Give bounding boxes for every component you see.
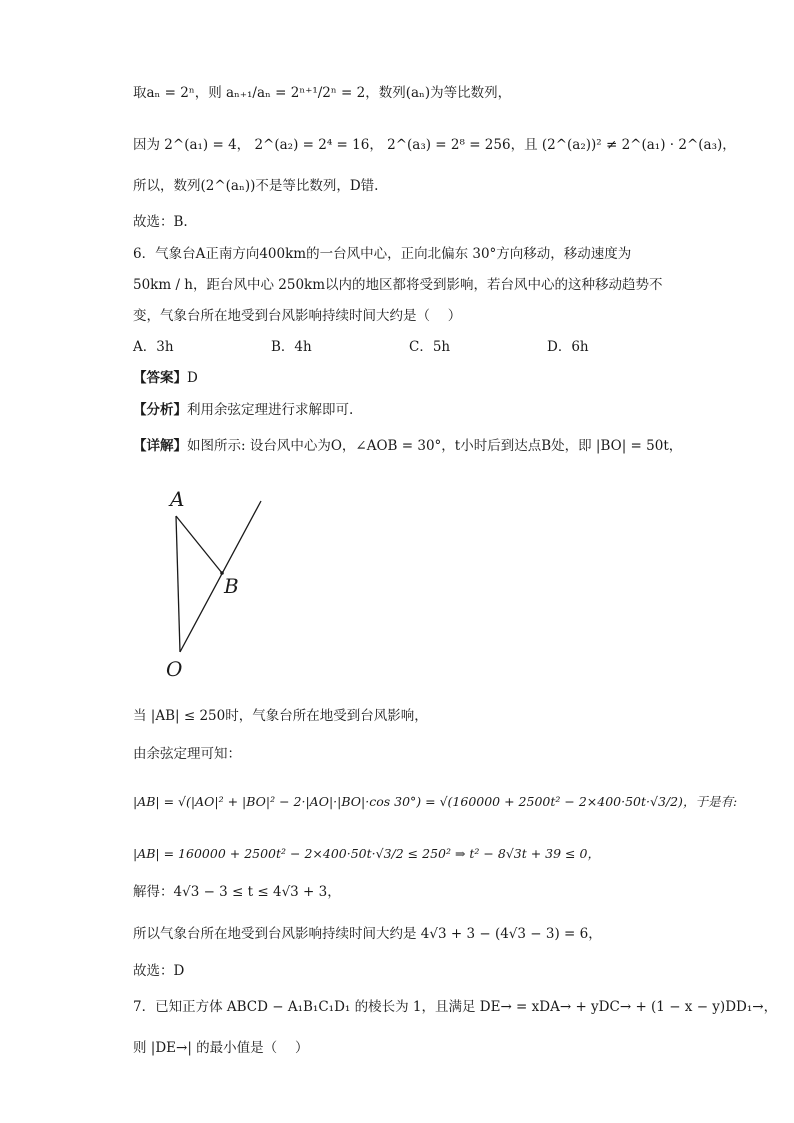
segment-ao — [176, 516, 180, 652]
label-a: A — [170, 487, 185, 511]
text-line-3: 所以，数列(2^(aₙ))不是等比数列，D错. — [133, 178, 379, 194]
conclusion-line: 所以气象台所在地受到台风影响持续时间大约是 4√3 + 3 − (4√3 − 3) = 6， — [133, 926, 602, 942]
question-6-line-3: 变，气象台所在地受到台风影响持续时间大约是（ ） — [133, 308, 462, 324]
text-line-1: 取aₙ = 2ⁿ，则 aₙ₊₁/aₙ = 2ⁿ⁺¹/2ⁿ = 2，数列(aₙ)为等比数列， — [133, 85, 512, 101]
analysis-text: 利用余弦定理进行求解即可. — [187, 402, 354, 418]
label-b: B — [224, 574, 239, 598]
text-line-4: 故选：B. — [133, 214, 188, 230]
question-7-line-2: 则 |DE→| 的最小值是（ ） — [133, 1040, 309, 1056]
detail-text: 如图所示: 设台风中心为O，∠AOB = 30°，t小时后到达点B处，即 |BO| = 50t， — [187, 438, 683, 454]
solution-line: 解得：4√3 − 3 ≤ t ≤ 4√3 + 3， — [133, 884, 341, 900]
option-b: B．4h — [271, 339, 312, 355]
text-line-2: 因为 2^(a₁) = 4， 2^(a₂) = 2⁴ = 16， 2^(a₃) = 2⁸ = 256，且 (2^(a₂))² ≠ 2^(a₁) · 2^(a₃)， — [133, 137, 736, 153]
answer-line — [133, 368, 198, 388]
detail-tag: 【详解】 — [133, 438, 187, 454]
ray-ob — [180, 501, 261, 652]
choice-line: 故选：D — [133, 963, 185, 979]
cosine-law-line: 由余弦定理可知： — [133, 746, 241, 762]
answer-tag: 【答案】 — [133, 370, 187, 386]
question-6-line-1: 6．气象台A正南方向400km的一台风中心，正向北偏东 30°方向移动，移动速度为 — [133, 246, 632, 262]
equation-2: |AB| = 160000 + 2500t² − 2×400·50t·√3/2 ≤ 250² ⇒ t² − 8√3t + 39 ≤ 0， — [133, 846, 600, 861]
option-d: D．6h — [547, 339, 589, 355]
condition-line: 当 |AB| ≤ 250时，气象台所在地受到台风影响， — [133, 708, 428, 724]
segment-ab — [176, 516, 222, 573]
option-c: C．5h — [409, 339, 451, 355]
label-o: O — [166, 657, 183, 680]
question-6-line-2: 50km / h，距台风中心 250km以内的地区都将受到影响，若台风中心的这种移动趋势不 — [133, 277, 663, 293]
triangle-figure — [150, 480, 290, 680]
analysis-tag: 【分析】 — [133, 402, 187, 418]
detail-line — [133, 436, 682, 456]
equation-1: |AB| = √(|AO|² + |BO|² − 2·|AO|·|BO|·cos 30°) = √(160000 + 2500t² − 2×400·50t·√3/2)，于是有: — [133, 794, 738, 809]
question-7-line-1: 7．已知正方体 ABCD − A₁B₁C₁D₁ 的棱长为 1，且满足 DE→ = xDA→ + yDC→ + (1 − x − y)DD₁→， — [133, 999, 778, 1015]
analysis-line — [133, 400, 353, 420]
option-a: A．3h — [133, 339, 174, 355]
answer-value: D — [187, 370, 198, 386]
